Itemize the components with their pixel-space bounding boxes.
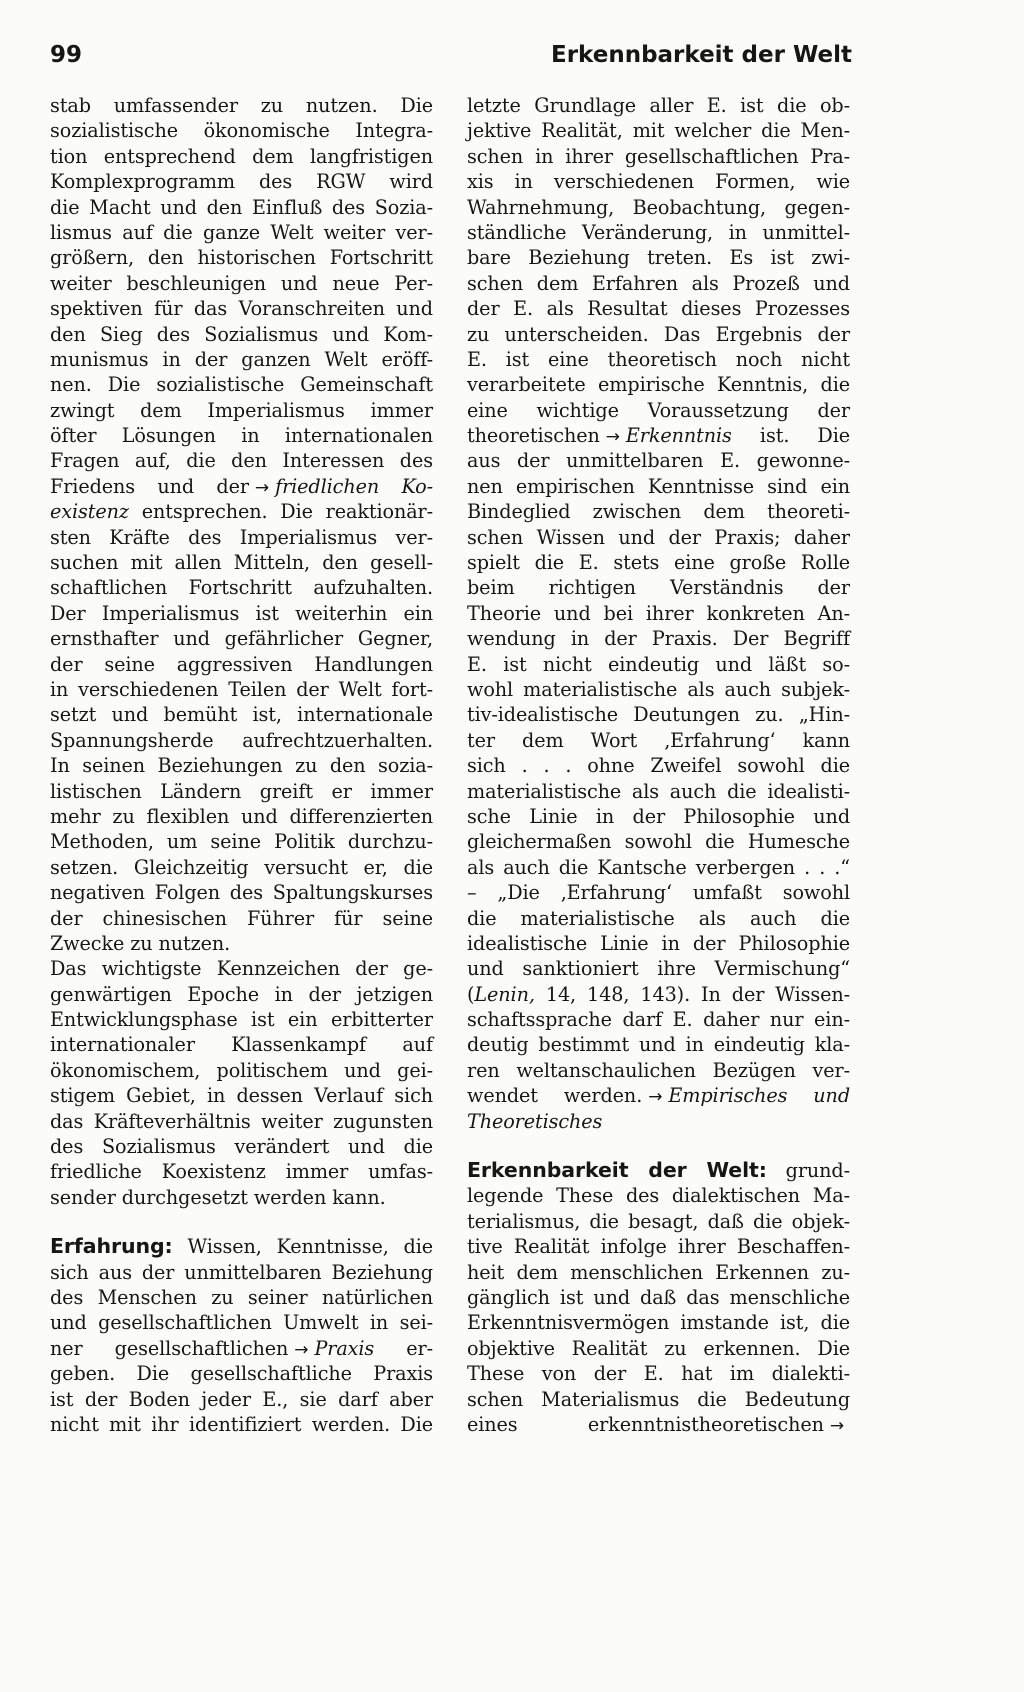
right-column: [467, 93, 850, 1437]
text-line: These von der E. hat im dialekti-: [467, 1362, 850, 1386]
text-line: verarbeitete empirische Kenntnis, die: [467, 373, 850, 397]
text-line: lismus auf die ganze Welt weiter ver-: [50, 220, 433, 244]
text-line: Theorie und bei ihrer konkreten An-: [467, 601, 850, 625]
text-line: sozialistische ökonomische Integra-: [50, 119, 433, 143]
right-text: [467, 1007, 850, 1083]
text-line: Komplexprogramm des RGW wird: [50, 170, 433, 194]
paragraph-gap: [50, 1210, 433, 1234]
text-line: spektiven für das Voranschreiten und: [50, 297, 433, 321]
text-line: das Kräfteverhältnis weiter zugunsten: [50, 1109, 433, 1133]
text-line: tiv-idealistische Deutungen zu. „Hin-: [467, 703, 850, 727]
text-line: friedliche Koexistenz immer umfas-: [50, 1160, 433, 1184]
text-line: schaftlichen Fortschritt aufzuhalten.: [50, 576, 433, 600]
text-line: zu unterscheiden. Das Ergebnis der: [467, 322, 850, 346]
entry-heading-erfahrung: Erfahrung:: [50, 1234, 173, 1259]
text-line: ökonomischem, politischem und gei-: [50, 1058, 433, 1082]
text-line: beim richtigen Verständnis der: [467, 576, 850, 600]
text-line: terialismus, die besagt, daß die objek-: [467, 1209, 850, 1233]
text-line: Fragen auf, die den Interessen des: [50, 449, 433, 473]
text-line: schen Wissen und der Praxis; daher: [467, 525, 850, 549]
text-line: weiter beschleunigen und neue Per-: [50, 271, 433, 295]
text-line: stigem Gebiet, in dessen Verlauf sich: [50, 1084, 433, 1108]
text-line: deutig bestimmt und in eindeutig kla-: [467, 1033, 850, 1057]
page-number: 99: [50, 42, 83, 68]
text-line: munismus in der ganzen Welt eröff-: [50, 347, 433, 371]
text-line: mehr zu flexiblen und differenzierten: [50, 804, 433, 828]
text-line: und gesellschaftlichen Umwelt in sei-: [50, 1311, 433, 1335]
left-continued-text: [50, 93, 433, 474]
cross-reference-arrow-icon: →: [829, 1415, 844, 1436]
text-line: Zwecke zu nutzen.: [50, 931, 231, 955]
text-line: des Menschen zu seiner natürlichen: [50, 1285, 433, 1309]
text-line: schaftssprache darf E. daher nur ein-: [467, 1008, 850, 1032]
text-line: und sanktioniert ihre Vermischung“: [467, 957, 850, 981]
text-line: ter dem Wort ‚Erfahrung‘ kann: [467, 728, 850, 752]
text-line: ist der Boden jeder E., sie darf aber: [50, 1387, 433, 1411]
text-line: die Macht und den Einfluß des Sozia-: [50, 195, 433, 219]
text-line: jektive Realität, mit welcher die Men-: [467, 119, 850, 143]
text-line: nen empirischen Kenntnisse sind ein: [467, 474, 850, 498]
text-line: idealistische Linie in der Philosophie: [467, 931, 850, 955]
text-line: eine wichtige Voraussetzung der: [467, 398, 850, 422]
text-line: Friedens und der → friedlichen Ko-: [50, 474, 433, 498]
citation-author: Lenin,: [474, 982, 535, 1006]
cross-reference-arrow-icon: →: [294, 1339, 309, 1360]
text-line: der seine aggressiven Handlungen: [50, 652, 433, 676]
text-line: zwingt dem Imperialismus immer: [50, 398, 433, 422]
text-line: theoretischen → Erkenntnis ist. Die: [467, 424, 850, 448]
text-line: objektive Realität zu erkennen. Die: [467, 1336, 850, 1360]
text-line: ren weltanschaulichen Bezügen ver-: [467, 1058, 850, 1082]
text-line: eines erkenntnistheoretischen →: [467, 1412, 850, 1437]
text-line: in verschiedenen Teilen der Welt fort-: [50, 677, 433, 701]
cross-reference-link[interactable]: friedlichen Ko-: [275, 474, 433, 498]
text-line: des Sozialismus verändert und die: [50, 1135, 433, 1159]
cross-reference-arrow-icon: →: [605, 427, 620, 448]
cross-reference-arrow-icon: →: [254, 477, 270, 498]
cross-reference-link[interactable]: Empirisches und: [668, 1084, 850, 1108]
text-line: schen in ihrer gesellschaftlichen Pra-: [467, 144, 850, 168]
text-line: xis in verschiedenen Formen, wie: [467, 170, 850, 194]
entry-text: [50, 1260, 433, 1336]
text-line: Das wichtigste Kennzeichen der ge-: [50, 957, 433, 981]
text-line: wendung in der Praxis. Der Begriff: [467, 627, 850, 651]
text-line: – „Die ‚Erfahrung‘ umfaßt sowohl: [467, 881, 850, 905]
text-line: nen. Die sozialistische Gemeinschaft: [50, 373, 433, 397]
text-line: schen Materialismus die Bedeutung: [467, 1387, 850, 1411]
text-line: Bindeglied zwischen dem theoreti-: [467, 500, 850, 524]
text-line: spielt die E. stets eine große Rolle: [467, 551, 850, 575]
text-line: ständliche Veränderung, in unmittel-: [467, 220, 850, 244]
cross-reference-link[interactable]: Praxis: [314, 1336, 375, 1360]
text-line: negativen Folgen des Spaltungskurses: [50, 881, 433, 905]
text-line: den Sieg des Sozialismus und Kom-: [50, 322, 433, 346]
text-line: E. ist nicht eindeutig und läßt so-: [467, 652, 850, 676]
text-line: In seinen Beziehungen zu den sozia-: [50, 754, 433, 778]
text-line: Entwicklungsphase ist ein erbitterter: [50, 1008, 433, 1032]
text-line: bare Beziehung treten. Es ist zwi-: [467, 246, 850, 270]
cross-reference-link[interactable]: existenz: [50, 500, 129, 524]
text-line: größern, den historischen Fortschritt: [50, 246, 433, 270]
text-line: aus der unmittelbaren E. gewonne-: [467, 449, 850, 473]
text-line: sich . . . ohne Zweifel sowohl die: [467, 754, 850, 778]
text-line: tion entsprechend dem langfristigen: [50, 144, 433, 168]
text-line: E. ist eine theoretisch noch nicht: [467, 347, 850, 371]
text-line: nicht mit ihr identifiziert werden. Die: [50, 1412, 433, 1436]
text-line: geben. Die gesellschaftliche Praxis: [50, 1362, 433, 1386]
entry-text: [50, 1361, 433, 1437]
text-line: internationaler Klassenkampf auf: [50, 1033, 433, 1057]
entry-heading-erkennbarkeit: Erkennbarkeit der Welt:: [467, 1158, 767, 1183]
entry-first-line: Erfahrung: Wissen, Kenntnisse, die: [50, 1234, 433, 1259]
text-line: gänglich ist und daß das menschliche: [467, 1285, 850, 1309]
text-line: materialistische als auch die idealisti-: [467, 779, 850, 803]
text-line: Der Imperialismus ist weiterhin ein: [50, 601, 433, 625]
running-head: Erkennbarkeit der Welt: [550, 42, 852, 68]
text-line: Methoden, um seine Politik durchzu-: [50, 830, 433, 854]
text-line: der E. als Resultat dieses Prozesses: [467, 297, 850, 321]
text-line: schen dem Erfahren als Prozeß und: [467, 271, 850, 295]
text-line: wendet werden. → Empirisches und: [467, 1084, 850, 1108]
left-more-text: [50, 525, 433, 931]
text-line: wohl materialistische als auch subjek-: [467, 677, 850, 701]
text-line: setzen. Gleichzeitig versucht er, die: [50, 855, 433, 879]
text-line: stab umfassender zu nutzen. Die: [50, 94, 433, 117]
paragraph: [50, 956, 433, 1185]
cross-reference-link[interactable]: Erkenntnis: [625, 424, 732, 448]
entry-text: [467, 1183, 850, 1412]
text-line: sten Kräfte des Imperialismus ver-: [50, 525, 433, 549]
text-line: die materialistische als auch die: [467, 906, 850, 930]
text-line: sche Linie in der Philosophie und: [467, 804, 850, 828]
text-line: öfter Lösungen in internationalen: [50, 424, 433, 448]
text-line: tive Realität infolge ihrer Beschaffen-: [467, 1235, 850, 1259]
cross-reference-link[interactable]: Theoretisches: [467, 1109, 603, 1133]
citation-line: (Lenin, 14, 148, 143). In der Wissen-: [467, 982, 850, 1006]
text-line: Erkenntnisvermögen imstande ist, die: [467, 1311, 850, 1335]
right-text: [467, 93, 850, 423]
text-line: gleichermaßen sowohl die Humesche: [467, 830, 850, 854]
right-text: [467, 448, 850, 981]
text-line: heit dem menschlichen Erkennen zu-: [467, 1260, 850, 1284]
text-line: ernsthafter und gefährlicher Gegner,: [50, 627, 433, 651]
text-line: listischen Ländern greift er immer: [50, 779, 433, 803]
text-line: legende These des dialektischen Ma-: [467, 1184, 850, 1208]
text-line: als auch die Kantsche verbergen . . .“: [467, 855, 850, 879]
text-line: existenz entsprechen. Die reaktionär-: [50, 500, 434, 524]
left-column: [50, 93, 433, 1437]
text-line: setzt und bemüht ist, internationale: [50, 703, 433, 727]
text-line: suchen mit allen Mitteln, den gesell-: [50, 551, 433, 575]
paragraph-gap: [467, 1134, 850, 1158]
text-line: der chinesischen Führer für seine: [50, 906, 433, 930]
text-line: ner gesellschaftlichen → Praxis er-: [50, 1336, 433, 1360]
text-line: sich aus der unmittelbaren Beziehung: [50, 1260, 433, 1284]
cross-reference-arrow-icon: →: [648, 1087, 663, 1108]
text-line: sender durchgesetzt werden kann.: [50, 1185, 386, 1209]
text-line: letzte Grundlage aller E. ist die ob-: [467, 94, 850, 117]
text-line: genwärtigen Epoche in der jetzigen: [50, 982, 433, 1006]
text-line: Spannungsherde aufrechtzuerhalten.: [50, 728, 433, 752]
entry-first-line: Erkennbarkeit der Welt: grund-: [467, 1158, 850, 1183]
text-line: Wahrnehmung, Beobachtung, gegen-: [467, 195, 850, 219]
